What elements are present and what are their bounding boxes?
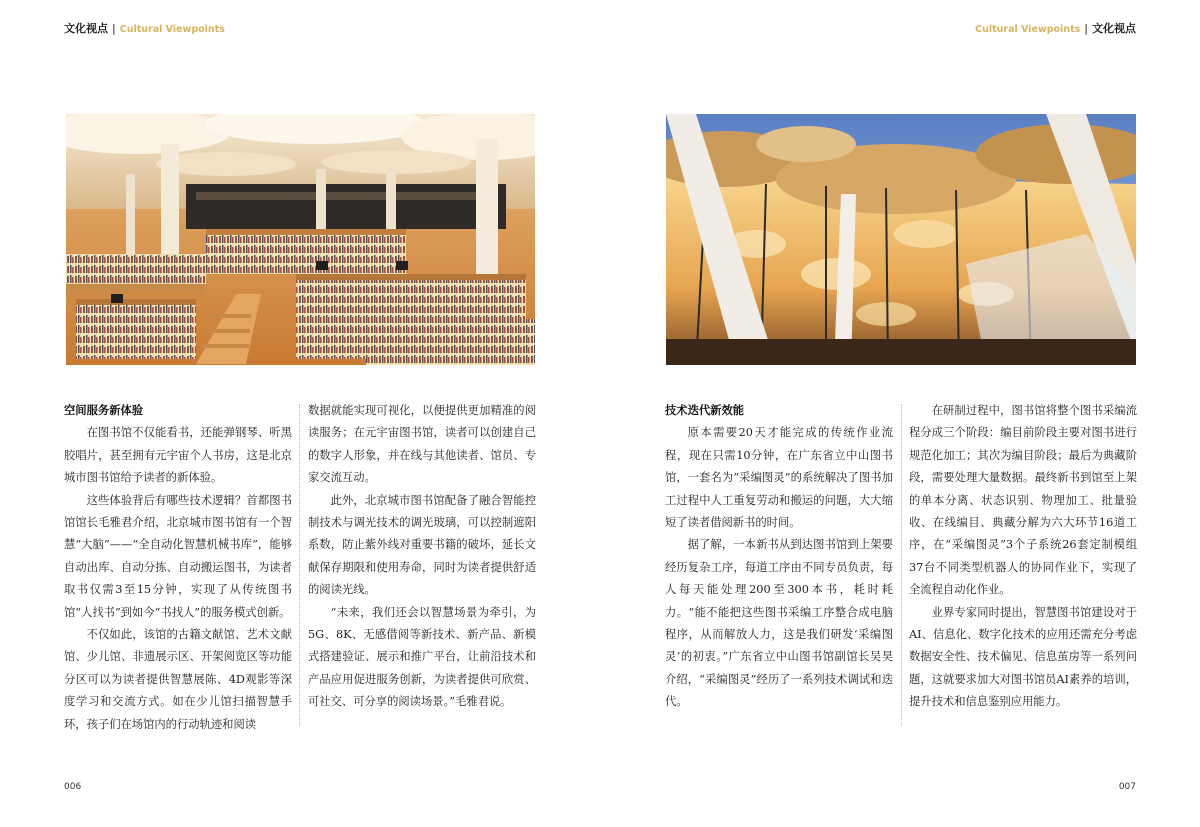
running-header-right [975, 20, 1136, 36]
library-interior-photo [66, 114, 535, 365]
paragraph: 此外，北京城市图书馆配备了融合智能控制技术与调光技术的调光玻璃，可以控制遮阳系数，防止紫外线对重要书籍的破坏，延长文献保存期限和使用寿命，同时为读者提供舒适的阅读光线。 [308, 493, 536, 597]
section-title-en: Cultural Viewpoints [975, 24, 1081, 35]
article-column-4 [909, 400, 1137, 714]
running-header-left [64, 20, 225, 36]
section-title-en: Cultural Viewpoints [119, 24, 225, 35]
paragraph: 据了解，一本新书从到达图书馆到上架要经历复杂工序，每道工序由不同专员负责，每人每天能处理200至300本书，耗时耗力。“能不能把这些图书采编工序整合成电脑程序，从而解放人力，这是我们研发‘采编图灵’的初衷。”广东省立中山图书馆副馆长吴昊介绍，“采编图灵”经历了一系列技术调试和迭代。 [665, 538, 893, 709]
column-divider [901, 404, 902, 726]
section-heading: 技术迭代新效能 [665, 404, 745, 417]
header-separator: | [1084, 22, 1088, 35]
section-title-cn: 文化视点 [1092, 22, 1136, 35]
paragraph: 原本需要20天才能完成的传统作业流程，现在只需10分钟，在广东省立中山图书馆，一套名为“采编图灵”的系统解决了图书加工过程中人工重复劳动和搬运的问题，大大缩短了读者借阅新书的时间。 [665, 426, 893, 530]
library-exterior-illustration [666, 114, 1136, 365]
paragraph: 在图书馆不仅能看书，还能弹钢琴、听黑胶唱片，甚至拥有元宇宙个人书房，这是北京城市图书馆给予读者的新体验。 [64, 426, 292, 485]
paragraph: 业界专家同时提出，智慧图书馆建设对于AI、信息化、数字化技术的应用还需充分考虑数据安全性、技术偏见、信息茧房等一系列问题，这就要求加大对图书馆员AI素养的培训，提升技术和信息鉴别应用能力。 [909, 605, 1137, 709]
header-separator: | [112, 22, 116, 35]
column-divider [299, 404, 300, 726]
article-column-2 [308, 400, 536, 714]
library-interior-illustration [66, 114, 535, 365]
paragraph: “未来，我们还会以智慧场景为牵引，为5G、8K、无感借阅等新技术、新产品、新模式搭建验证、展示和推广平台，让前沿技术和产品应用促进服务创新，为读者提供可欣赏、可社交、可分享的阅读场景。”毛雅君说。 [308, 605, 536, 709]
article-column-1 [64, 400, 292, 736]
section-heading: 空间服务新体验 [64, 404, 144, 417]
paragraph: 这些体验背后有哪些技术逻辑？首都图书馆馆长毛雅君介绍，北京城市图书馆有一个智慧“大脑”——“全自动化智慧机械书库”，能够自动出库、自动分拣、自动搬运图书，为读者取书仅需3至15分钟，实现了从传统图书馆“人找书”到如今“书找人”的服务模式创新。 [64, 493, 292, 619]
article-column-3 [665, 400, 893, 714]
paragraph: 不仅如此，该馆的古籍文献馆、艺术文献馆、少儿馆、非遗展示区、开架阅览区等功能分区可以为读者提供智慧展陈、4D观影等深度学习和交流方式。如在少儿馆扫描智慧手环，孩子们在场馆内的行动轨迹和阅读 [64, 628, 292, 731]
page-number-left: 006 [64, 782, 82, 792]
page-number-right: 007 [1118, 782, 1136, 792]
library-exterior-photo [666, 114, 1136, 365]
paragraph: 在研制过程中，图书馆将整个图书采编流程分成三个阶段：编目前阶段主要对图书进行规范化加工；其次为编目阶段；最后为典藏阶段，需要处理大量数据。最终新书到馆至上架的单本分离、状态识别、物理加工、批量验收、在线编目、典藏分解为六大环节16道工序，在“采编图灵”3个子系统26套定制模组37台不同类型机器人的协同作业下，实现了全流程自动化作业。 [909, 404, 1137, 597]
section-title-cn: 文化视点 [64, 22, 108, 35]
paragraph-continued: 数据就能实现可视化，以便提供更加精准的阅读服务；在元宇宙图书馆，读者可以创建自己的数字人形象，并在线与其他读者、馆员、专家交流互动。 [308, 404, 536, 485]
